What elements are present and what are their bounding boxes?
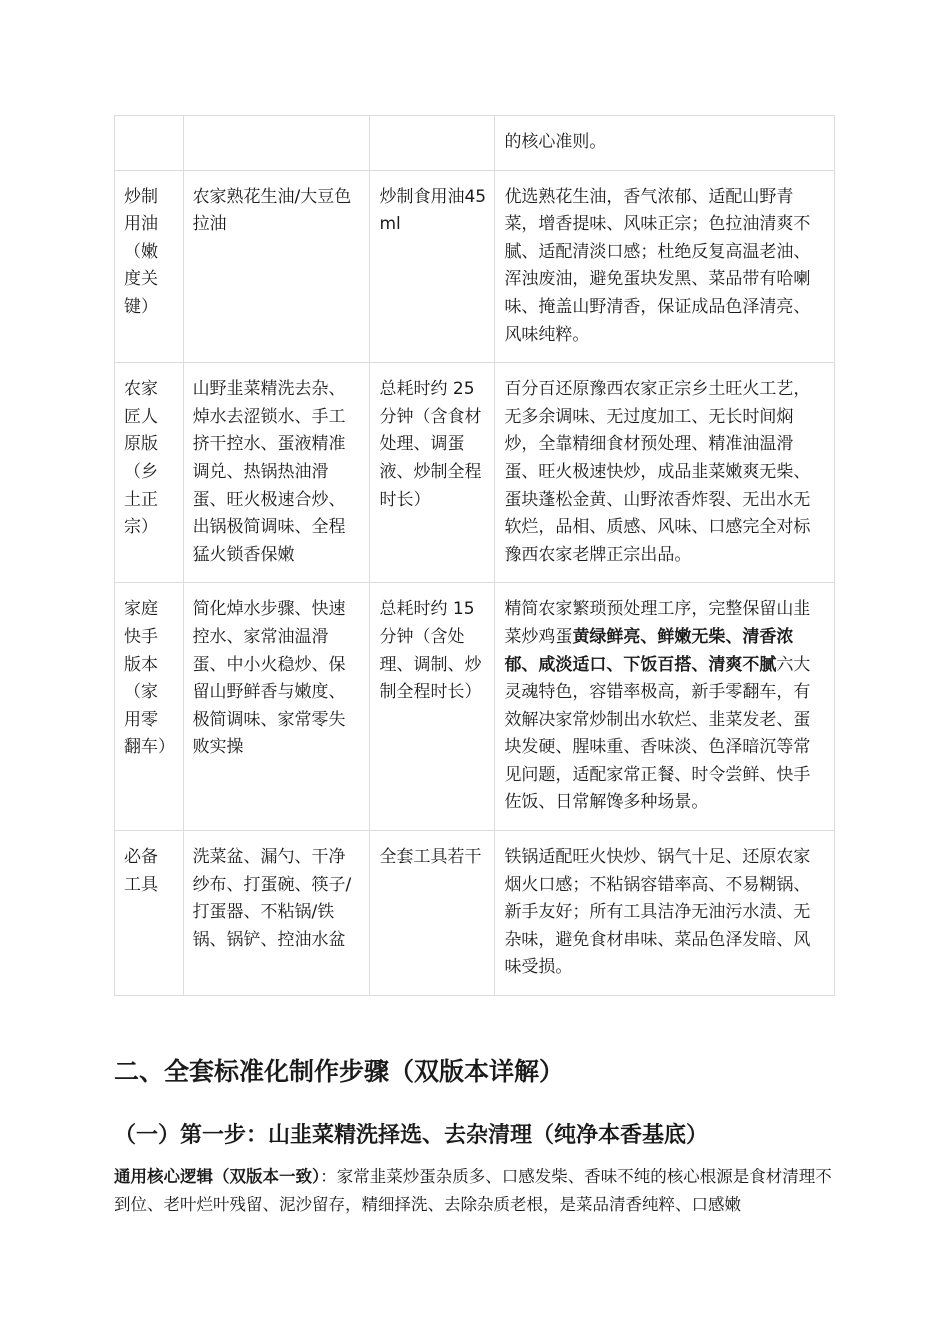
table-cell-material: 简化焯水步骤、快速控水、家常油温滑蛋、中小火稳炒、保留山野鲜香与嫩度、极简调味、家常零失败实操 — [183, 583, 370, 831]
table-row — [115, 583, 835, 831]
table-cell-amount: 总耗时约 25 分钟（含食材处理、调蛋液、炒制全程时长） — [370, 363, 495, 583]
table-cell-item — [115, 116, 184, 171]
table-row — [115, 363, 835, 583]
table-row — [115, 831, 835, 996]
paragraph-lead: 通用核心逻辑（双版本一致） — [114, 1167, 321, 1186]
table-cell-item: 家庭快手版本（家用零翻车） — [115, 583, 184, 831]
table-cell-amount: 炒制食用油45ml — [370, 170, 495, 363]
note-text: 六大灵魂特色，容错率极高，新手零翻车，有效解决家常炒制出水软烂、韭菜发老、蛋块发硬、腥味重、香味淡、色泽暗沉等常见问题，适配家常正餐、时令尝鲜、快手佐饭、日常解馋多种场景。 — [504, 654, 811, 813]
table-cell-amount: 全套工具若干 — [370, 831, 495, 996]
table-cell-note: 的核心准则。 — [495, 116, 835, 171]
section-heading: 二、全套标准化制作步骤（双版本详解） — [114, 1057, 565, 1086]
table-cell-note: 百分百还原豫西农家正宗乡土旺火工艺，无多余调味、无过度加工、无长时间焖炒，全靠精细食材预处理、精准油温滑蛋、旺火极速快炒，成品韭菜嫩爽无柴、蛋块蓬松金黄、山野浓香炸裂、无出水无软烂，品相、质感、风味、口感完全对标豫西农家老牌正宗出品。 — [495, 363, 835, 583]
table-cell-item: 必备工具 — [115, 831, 184, 996]
table-cell-item: 炒制用油（嫩度关键） — [115, 170, 184, 363]
paragraph-text: ：家常韭菜炒蛋杂质多、口感发柴、香味不纯的核心根源是食材清理不到位、老叶烂叶残留、泥沙留存，精细择洗、去除杂质老根，是菜品清香纯粹、口感嫩 — [114, 1167, 832, 1214]
table-cell-material: 农家熟花生油/大豆色拉油 — [183, 170, 370, 363]
note-highlight: 黄绿鲜亮、鲜嫩无柴、清香浓郁、咸淡适口、下饭百搭、清爽不腻 — [504, 626, 794, 675]
table-cell-material — [183, 116, 370, 171]
table-cell-material: 山野韭菜精洗去杂、焯水去涩锁水、手工挤干控水、蛋液精准调兑、热锅热油滑蛋、旺火极速合炒、出锅极简调味、全程猛火锁香保嫩 — [183, 363, 370, 583]
table-cell-item: 农家匠人原版（乡土正宗） — [115, 363, 184, 583]
table-cell-material: 洗菜盆、漏勺、干净纱布、打蛋碗、筷子/打蛋器、不粘锅/铁锅、锅铲、控油水盆 — [183, 831, 370, 996]
table-cell-note — [495, 583, 835, 831]
table-cell-amount — [370, 116, 495, 171]
table-cell-note: 铁锅适配旺火快炒、锅气十足、还原农家烟火口感；不粘锅容错率高、不易糊锅、新手友好；所有工具洁净无油污水渍、无杂味，避免食材串味、菜品色泽发暗、风味受损。 — [495, 831, 835, 996]
subsection-heading: （一）第一步：山韭菜精洗择选、去杂清理（纯净本香基底） — [114, 1123, 709, 1148]
body-paragraph — [114, 1163, 836, 1219]
table-row — [115, 170, 835, 363]
table-cell-amount: 总耗时约 15 分钟（含处理、调制、炒制全程时长） — [370, 583, 495, 831]
note-text: 精简农家繁琐预处理工序，完整保留山韭菜炒鸡蛋 — [504, 599, 811, 647]
table-cell-note: 优选熟花生油，香气浓郁、适配山野青菜，增香提味、风味正宗；色拉油清爽不腻、适配清淡口感；杜绝反复高温老油、浑浊废油，避免蛋块发黑、菜品带有哈喇味、掩盖山野清香，保证成品色泽清亮、风味纯粹。 — [495, 170, 835, 363]
ingredients-table — [114, 115, 835, 996]
table-row — [115, 116, 835, 171]
